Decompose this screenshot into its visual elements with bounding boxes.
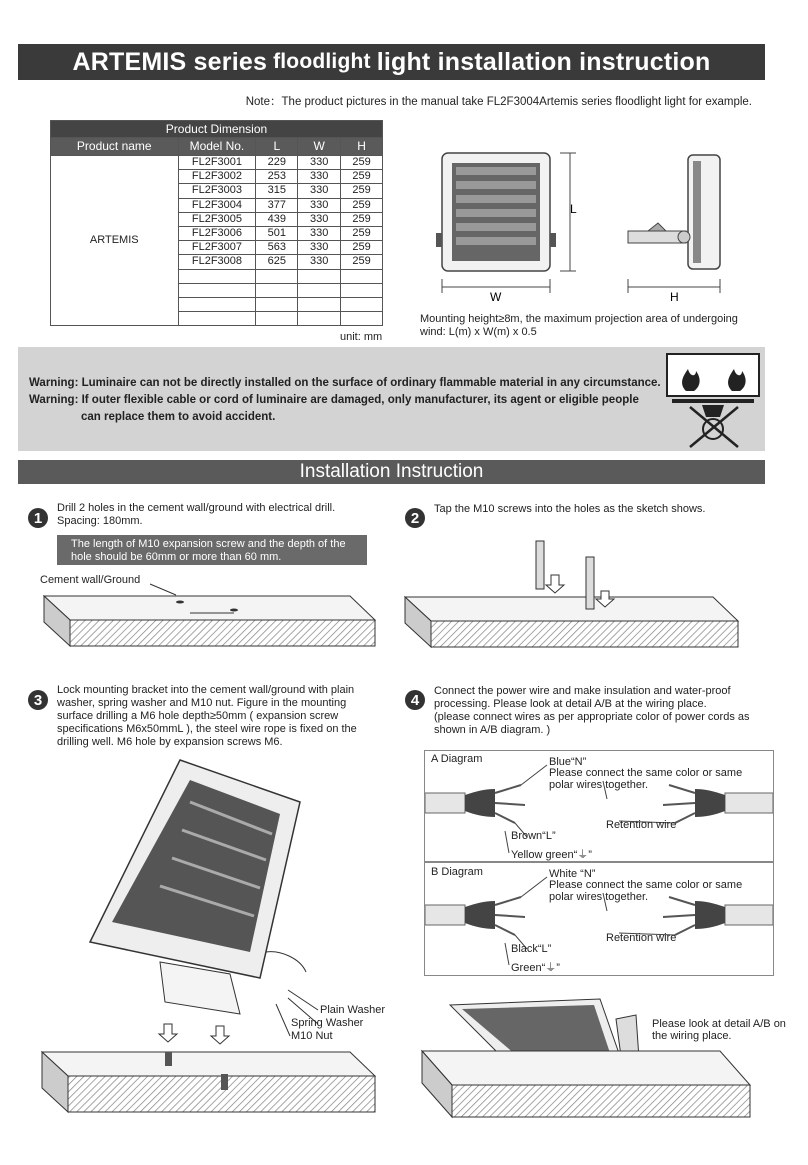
note-text: Note：The product pictures in the manual take FL2F3004Artemis series floodlight light for example. bbox=[245, 96, 752, 108]
header-l: L bbox=[256, 138, 298, 156]
step-1-tip: The length of M10 expansion screw and the depth of the hole should be 60mm or more than 60 mm. bbox=[57, 535, 367, 565]
detail-note: Please look at detail A/B on the wiring place. bbox=[652, 1018, 786, 1042]
unit-label: unit: mm bbox=[340, 331, 383, 343]
table-row: FL2F3007 563 330 259 bbox=[51, 241, 383, 255]
b-diagram bbox=[424, 862, 774, 976]
step-1-text: Drill 2 holes in the cement wall/ground with electrical drill. Spacing: 180mm. bbox=[57, 502, 336, 527]
table-row: FL2F3002 253 330 259 bbox=[51, 170, 383, 184]
page-title: ARTEMIS series floodlight light installation instruction bbox=[18, 44, 765, 80]
plain-washer-label: Plain Washer bbox=[320, 1004, 386, 1016]
warning-1: Warning: Luminaire can not be directly installed on the surface of ordinary flammable material in any circumstance. bbox=[29, 377, 661, 389]
header-product-name: Product name bbox=[51, 138, 179, 156]
table-row: FL2F3004 377 330 259 bbox=[51, 198, 383, 212]
mounting-note: Mounting height≥8m, the maximum projection area of undergoing wind: L(m) x W(m) x 0.5 bbox=[420, 313, 738, 338]
step-4-number: 4 bbox=[405, 690, 425, 710]
table-row: FL2F3003 315 330 259 bbox=[51, 184, 383, 198]
dimension-table bbox=[50, 120, 383, 326]
step-1-number: 1 bbox=[28, 508, 48, 528]
a-brown-label: Brown“L” bbox=[511, 830, 556, 842]
b-diagram-title: B Diagram bbox=[431, 866, 483, 878]
flammable-warning-icon bbox=[666, 353, 760, 449]
a-retention-label: Retention wire bbox=[606, 819, 677, 831]
cement-wall-label: Cement wall/Ground bbox=[40, 574, 141, 586]
header-w: W bbox=[298, 138, 341, 156]
table-row: FL2F3008 625 330 259 bbox=[51, 255, 383, 269]
a-note: Please connect the same color or same polar wires together. bbox=[549, 767, 743, 791]
a-blue-label: Blue“N” bbox=[549, 756, 587, 768]
step-2-number: 2 bbox=[405, 508, 425, 528]
table-row: ARTEMIS FL2F3001 229 330 259 bbox=[51, 156, 383, 170]
table-row: FL2F3005 439 330 259 bbox=[51, 212, 383, 226]
table-caption: Product Dimension bbox=[51, 121, 383, 138]
b-black-label: Black“L” bbox=[511, 943, 552, 955]
a-yellow-green-label: Yellow green“⏚” bbox=[511, 849, 592, 861]
a-diagram-title: A Diagram bbox=[431, 753, 483, 765]
warning-2: Warning: If outer flexible cable or cord of luminaire are damaged, only manufacturer, its agent or eligible people bbox=[29, 394, 639, 406]
dim-l-label: L bbox=[570, 202, 577, 216]
a-diagram bbox=[424, 750, 774, 862]
b-green-label: Green“⏚” bbox=[511, 962, 560, 974]
floodlight-illustration bbox=[90, 760, 306, 1014]
step-3-illustration bbox=[40, 752, 380, 1147]
step-2-illustration bbox=[403, 535, 773, 655]
header-h: H bbox=[341, 138, 383, 156]
step-3-text: Lock mounting bracket into the cement wall/ground with plain washer, spring washer and M10 nut. Figure in the mounting surface drilling a M6 hole depth≥50mm ( expansion screw specifications M6x50mmL ), the steel wire rope is fixed on the drilling well. M6 hole by expansion screws M6. bbox=[57, 684, 357, 748]
step-4-text: Connect the power wire and make insulation and water-proof processing. Please look at detail A/B at the wiring place. (please connect wires as per appropriate color of power cords as shown in A/B diagram. ) bbox=[434, 685, 750, 736]
side-view-illustration bbox=[628, 155, 720, 269]
dim-h-label: H bbox=[670, 290, 679, 304]
spring-washer-label: Spring Washer bbox=[291, 1017, 364, 1029]
warning-3: can replace them to avoid accident. bbox=[81, 411, 276, 423]
product-name-cell: ARTEMIS bbox=[51, 156, 179, 326]
b-retention-label: Retention wire bbox=[606, 932, 677, 944]
dim-w-label: W bbox=[490, 290, 502, 304]
warning-panel bbox=[18, 347, 765, 451]
section-title: Installation Instruction bbox=[18, 460, 765, 484]
b-white-label: White “N” bbox=[549, 868, 596, 880]
table-row: FL2F3006 501 330 259 bbox=[51, 226, 383, 240]
step-2-text: Tap the M10 screws into the holes as the sketch shows. bbox=[434, 503, 706, 515]
b-note: Please connect the same color or same polar wires together. bbox=[549, 879, 743, 903]
dimension-drawing bbox=[420, 145, 765, 310]
step-3-number: 3 bbox=[28, 690, 48, 710]
header-model: Model No. bbox=[178, 138, 256, 156]
m10-nut-label: M10 Nut bbox=[291, 1030, 333, 1042]
front-view-illustration bbox=[436, 153, 556, 271]
step-1-illustration bbox=[40, 580, 380, 655]
